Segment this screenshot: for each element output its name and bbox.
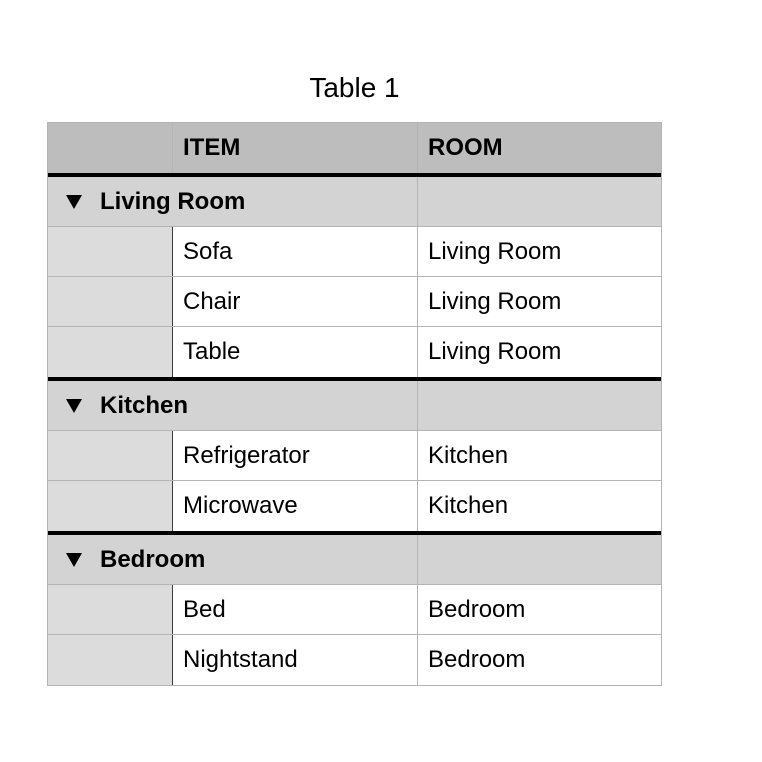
group-row-living-room[interactable] [48,177,661,227]
grouped-table [47,122,662,686]
item-cell[interactable]: Table [173,327,418,377]
group-summary-cell[interactable] [418,381,661,430]
table-row[interactable] [48,635,661,685]
table-row[interactable] [48,481,661,531]
group-summary-cell[interactable] [418,535,661,584]
row-label-cell[interactable] [48,481,173,531]
table-row[interactable] [48,227,661,277]
disclosure-triangle-down-icon[interactable] [66,553,82,567]
room-cell[interactable]: Living Room [418,277,661,326]
header-cell-item[interactable]: ITEM [173,123,418,173]
row-label-cell[interactable] [48,277,173,326]
row-label-cell[interactable] [48,327,173,377]
room-cell[interactable]: Kitchen [418,431,661,480]
room-cell[interactable]: Bedroom [418,585,661,634]
group-row-kitchen[interactable] [48,381,661,431]
item-cell[interactable]: Microwave [173,481,418,531]
room-cell[interactable]: Living Room [418,327,661,377]
room-cell[interactable]: Bedroom [418,635,661,685]
group-label-cell[interactable] [48,381,418,430]
table-row[interactable] [48,431,661,481]
table-row[interactable] [48,327,661,377]
table-title[interactable]: Table 1 [309,72,400,103]
room-cell[interactable]: Kitchen [418,481,661,531]
row-label-cell[interactable] [48,227,173,276]
header-row [48,123,661,173]
row-label-cell[interactable] [48,431,173,480]
group-row-bedroom[interactable] [48,535,661,585]
group-name: Living Room [100,187,246,215]
header-cell-row-labels[interactable] [48,123,173,173]
item-cell[interactable]: Refrigerator [173,431,418,480]
item-cell[interactable]: Sofa [173,227,418,276]
group-label-cell[interactable] [48,535,418,584]
disclosure-triangle-down-icon[interactable] [66,195,82,209]
group-name: Bedroom [100,545,206,573]
group-summary-cell[interactable] [418,177,661,226]
group-label-cell[interactable] [48,177,418,226]
item-cell[interactable]: Nightstand [173,635,418,685]
group-name: Kitchen [100,391,189,419]
disclosure-triangle-down-icon[interactable] [66,399,82,413]
item-cell[interactable]: Chair [173,277,418,326]
row-label-cell[interactable] [48,585,173,634]
table-row[interactable] [48,277,661,327]
table-row[interactable] [48,585,661,635]
item-cell[interactable]: Bed [173,585,418,634]
room-cell[interactable]: Living Room [418,227,661,276]
row-label-cell[interactable] [48,635,173,685]
header-cell-room[interactable]: ROOM [428,134,503,161]
